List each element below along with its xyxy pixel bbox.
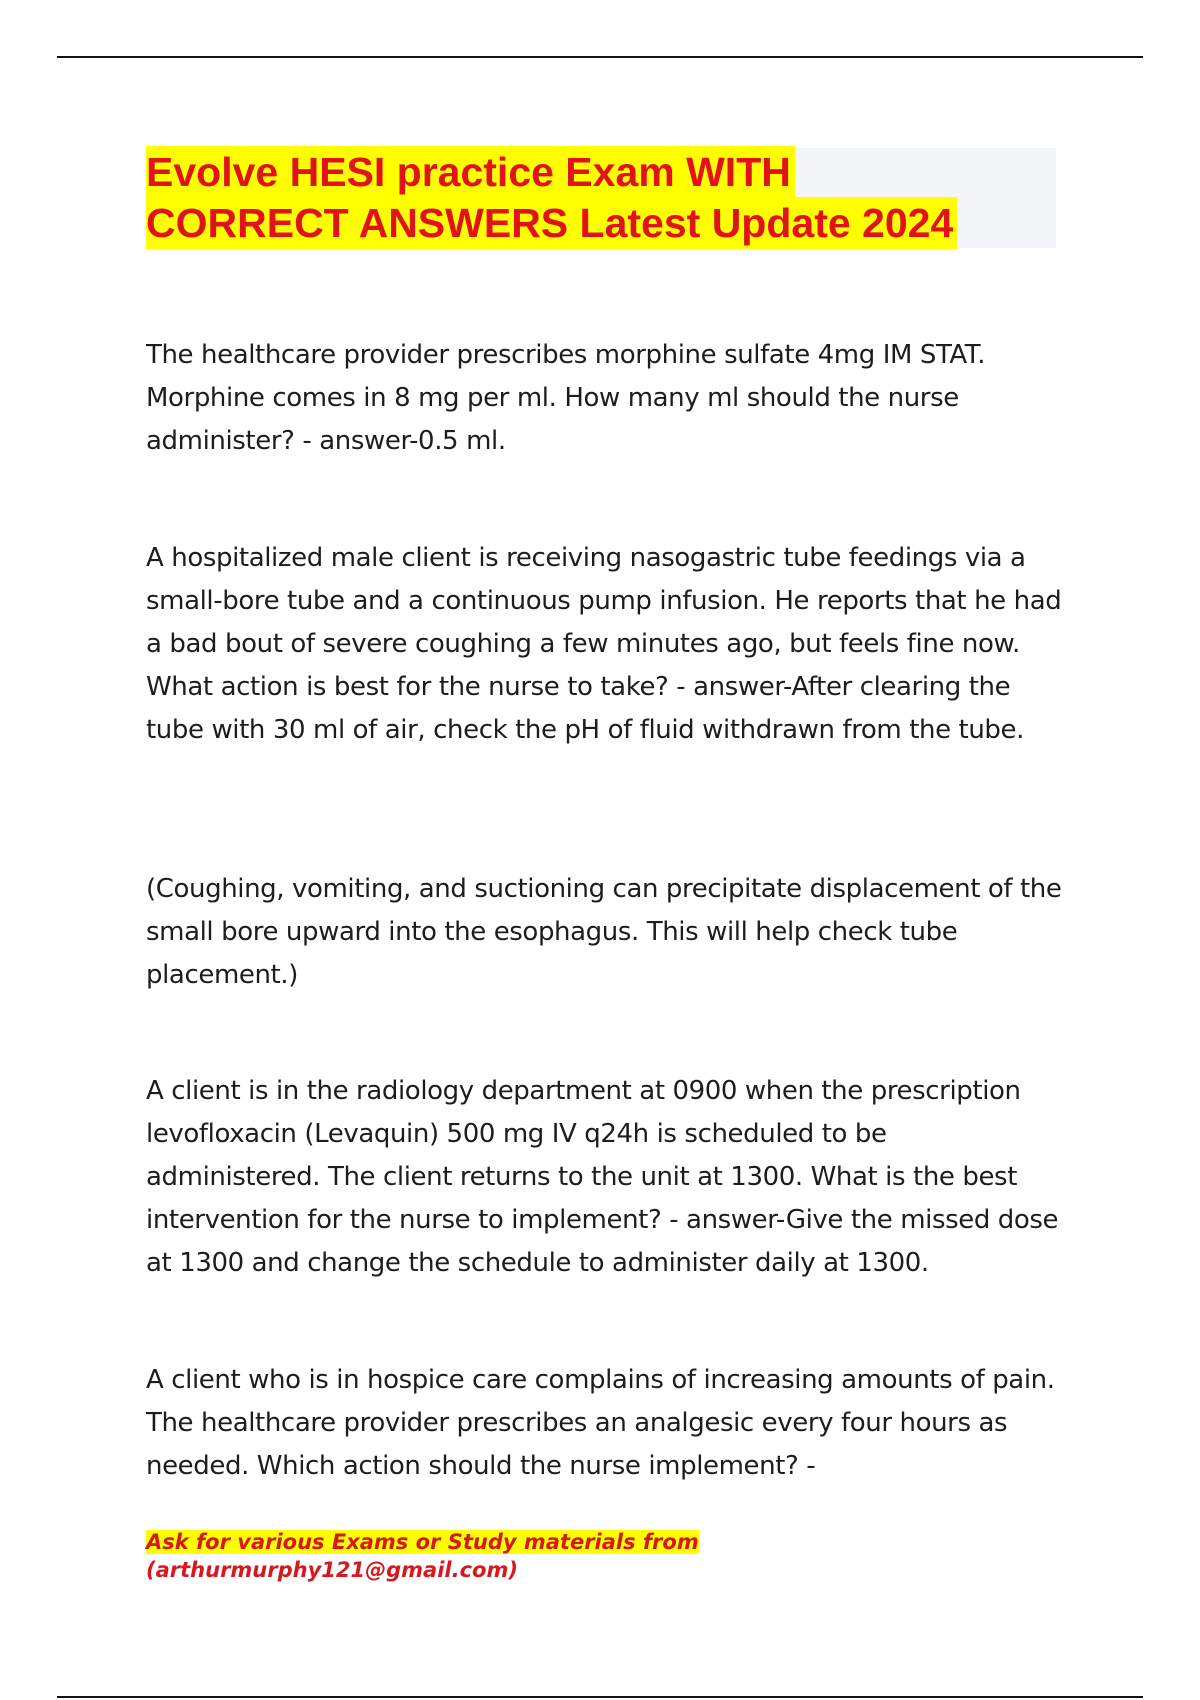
footer-line-1: Ask for various Exams or Study materials from <box>146 1530 699 1554</box>
footer-email[interactable]: (arthurmurphy121@gmail.com) <box>146 1558 518 1582</box>
question-answer-3: A client is in the radiology department at 0900 when the prescription levofloxacin (Levaquin) 500 mg IV q24h is scheduled to be administered. The client returns to the unit at 1300. What is the best intervention for the nurse to implement? - answer-Give the missed dose at 1300 and change the schedule to administer daily at 1300. <box>146 1076 1059 1278</box>
document-title-line-1: Evolve HESI practice Exam WITH <box>146 146 795 198</box>
header-rule <box>57 56 1143 58</box>
footer-note <box>146 1528 699 1584</box>
document-title-line-2: CORRECT ANSWERS Latest Update 2024 <box>146 197 957 249</box>
question-answer-1: The healthcare provider prescribes morphine sulfate 4mg IM STAT. Morphine comes in 8 mg per ml. How many ml should the nurse administer? - answer-0.5 ml. <box>146 340 986 456</box>
question-4: A client who is in hospice care complains of increasing amounts of pain. The healthcare provider prescribes an analgesic every four hours as needed. Which action should the nurse implement? - <box>146 1365 1055 1481</box>
rationale-paragraph: (Coughing, vomiting, and suctioning can precipitate displacement of the small bore upward into the esophagus. This will help check tube placement.) <box>146 874 1062 990</box>
footer-rule <box>57 1696 1143 1698</box>
question-answer-2: A hospitalized male client is receiving nasogastric tube feedings via a small-bore tube and a continuous pump infusion. He reports that he had a bad bout of severe coughing a few minutes ago, but feels fine now. What action is best for the nurse to take? - answer-After clearing the tube with 30 ml of air, check the pH of fluid withdrawn from the tube. <box>146 543 1062 745</box>
